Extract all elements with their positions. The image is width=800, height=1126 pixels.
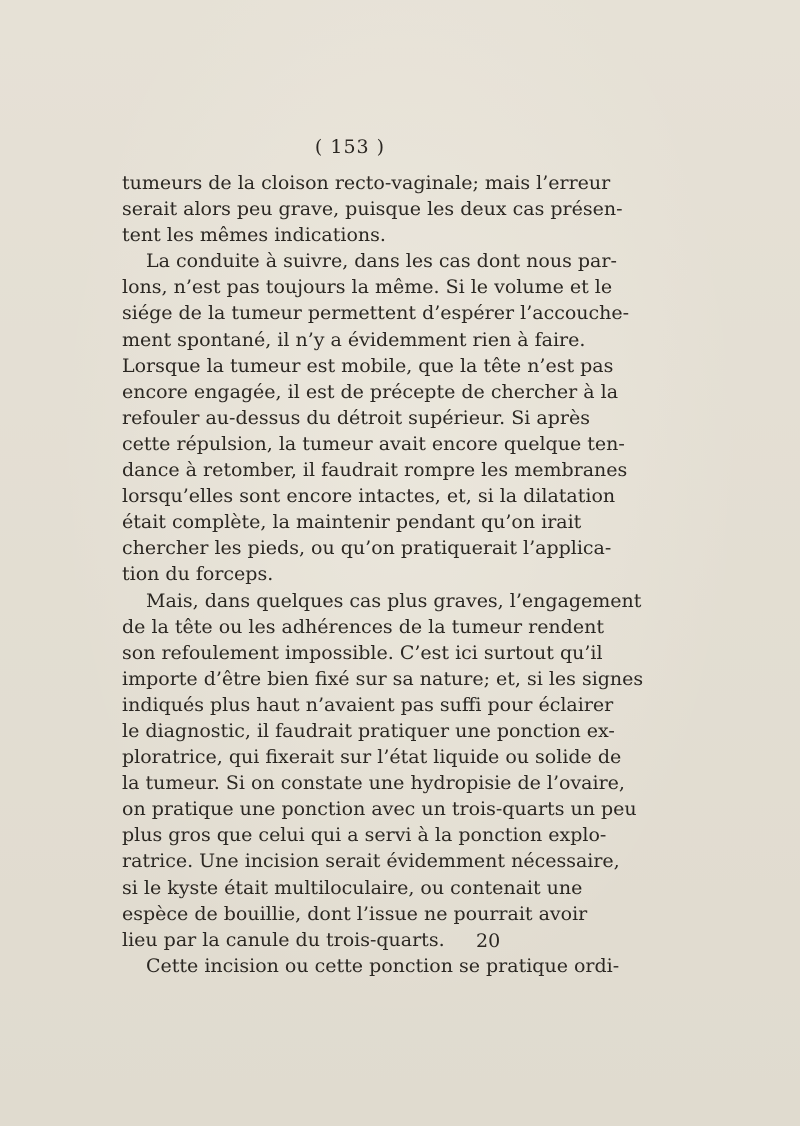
text-line: la tumeur. Si on constate une hydropisie de l’ovaire, <box>122 772 625 795</box>
text-line: si le kyste était multiloculaire, ou contenait une <box>122 876 583 899</box>
text-line: tion du forceps. <box>122 563 274 586</box>
text-line: Lorsque la tumeur est mobile, que la tête n’est pas <box>122 354 614 377</box>
text-line: plus gros que celui qui a servi à la ponction explo- <box>122 824 607 847</box>
text-line: était complète, la maintenir pendant qu’on irait <box>122 511 582 534</box>
text-line: dance à retomber, il faudrait rompre les membranes <box>122 459 628 482</box>
text-line: ploratrice, qui fixerait sur l’état liquide ou solide de <box>122 746 622 769</box>
text-line: tumeurs de la cloison recto-vaginale; mais l’erreur <box>122 172 611 194</box>
text-line: encore engagée, il est de précepte de chercher à la <box>122 380 619 403</box>
body-text <box>122 170 644 979</box>
text-line: lons, n’est pas toujours la même. Si le volume et le <box>122 276 613 299</box>
text-line: La conduite à suivre, dans les cas dont nous par- <box>146 250 617 273</box>
text-line: lorsqu’elles sont encore intactes, et, si la dilatation <box>122 485 616 508</box>
text-line: indiqués plus haut n’avaient pas suffi pour éclairer <box>122 693 614 716</box>
text-line: Cette incision ou cette ponction se pratique ordi- <box>146 954 620 977</box>
text-line: chercher les pieds, ou qu’on pratiquerait l’applica- <box>122 537 612 560</box>
text-line: tent les mêmes indications. <box>122 224 386 247</box>
signature-mark: 20 <box>476 930 501 952</box>
text-line: siége de la tumeur permettent d’espérer l’accouche- <box>122 302 630 325</box>
page-number: ( 153 ) <box>314 136 386 158</box>
text-line: importe d’être bien fixé sur sa nature; et, si les signes <box>122 667 644 690</box>
text-line: ment spontané, il n’y a évidemment rien à faire. <box>122 328 586 351</box>
text-line: espèce de bouillie, dont l’issue ne pourrait avoir <box>122 902 588 925</box>
text-line: son refoulement impossible. C’est ici surtout qu’il <box>122 641 603 664</box>
text-line: le diagnostic, il faudrait pratiquer une ponction ex- <box>122 719 615 742</box>
text-line: de la tête ou les adhérences de la tumeur rendent <box>122 615 604 638</box>
text-line: refouler au-dessus du détroit supérieur. Si après <box>122 406 590 429</box>
text-line: on pratique une ponction avec un trois-quarts un peu <box>122 798 637 821</box>
text-line: serait alors peu grave, puisque les deux cas présen- <box>122 198 623 221</box>
text-line: Mais, dans quelques cas plus graves, l’engagement <box>146 589 642 612</box>
text-line: lieu par la canule du trois-quarts. <box>122 928 445 951</box>
text-line: cette répulsion, la tumeur avait encore quelque ten- <box>122 432 625 455</box>
text-line: ratrice. Une incision serait évidemment nécessaire, <box>122 850 620 873</box>
